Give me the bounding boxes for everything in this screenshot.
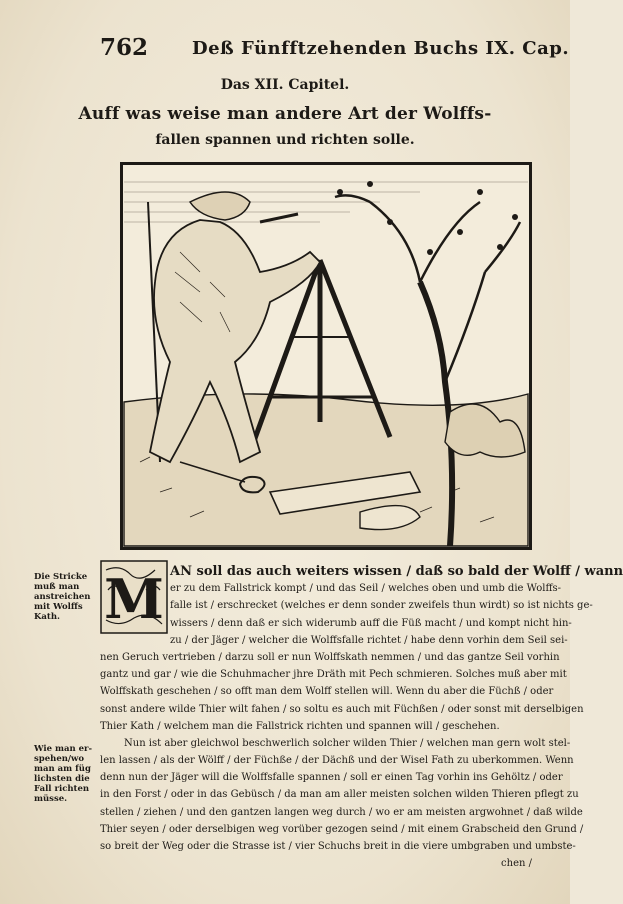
margin-note-line: Kath.	[34, 612, 60, 622]
running-title: Deß Fünfftzehenden Buchs IX. Cap.	[192, 38, 570, 59]
text-line: len lassen / als der Wölff / der Füchße / der Dächß und der Wisel Fath zu uberkommen. Wenn	[100, 755, 574, 767]
text-line: sonst andere wilde Thier wilt fahen / so soltu es auch mit Füchßen / oder sonst mit derselbigen	[100, 703, 584, 715]
drop-cap-letter: M	[104, 567, 164, 631]
margin-note-line: müsse.	[34, 794, 68, 804]
text-line: in den Forst / oder in das Gebüsch / da man am aller meisten solchen wilden Thieren pflegt zu	[100, 789, 579, 801]
page-header	[100, 34, 570, 64]
text-line: zu / der Jäger / welcher die Wolffsfalle richtet / habe denn vorhin dem Seil sei-	[170, 634, 568, 646]
text-line: chen /	[501, 858, 532, 870]
text-line: gantz und gar / wie die Schuhmacher jhre Dräth mit Pech schmieren. Solches muß aber mit	[100, 669, 567, 681]
text-line: Wolffskath geschehen / so offt man dem Wolff stellen will. Wenn du aber die Füchß / oder	[100, 686, 554, 698]
text-line: er zu dem Fallstrick kompt / und das Seil / welches oben und umb die Wolffs-	[170, 583, 562, 595]
margin-note-line: Wie man er-	[34, 744, 93, 754]
text-line: falle ist / erschrecket (welches er denn sonder zweifels thun wirdt) so ist nichts ge-	[170, 600, 593, 612]
text-line: so breit der Weg oder die Strasse ist / vier Schuchs breit in die viere umbgraben und umbste-	[100, 841, 576, 852]
text-line: wissers / denn daß er sich widerumb auff die Füß macht / und kompt nicht hin-	[170, 617, 572, 629]
text-line: Thier seyen / oder derselbigen weg vorüber gezogen seind / mit einem Grabscheid den Grund /	[100, 823, 584, 835]
text-line: Nun ist aber gleichwol beschwerlich solcher wilden Thier / welchen man gern wolt stel-	[124, 737, 571, 749]
margin-note-line: mit Wolffs	[34, 602, 83, 612]
text-line: nen Geruch vertrieben / darzu soll er nun Wolffskath nemmen / und das gantze Seil vorhin	[100, 651, 560, 663]
woodcut-illustration	[120, 162, 532, 550]
chapter-title-line-1: Auff was weise man andere Art der Wolffs-	[78, 104, 492, 124]
text-line: AN soll das auch weiters wissen / daß so bald der Wolff / wann	[170, 564, 623, 579]
margin-note-line: muß man	[34, 582, 80, 592]
margin-note-line: Die Stricke	[34, 572, 88, 582]
text-line: Thier Kath / welchem man die Fallstrick richten und spannen will / geschehen.	[100, 720, 500, 732]
margin-note-line: man am füg	[34, 764, 91, 774]
margin-note-2	[34, 744, 92, 804]
chapter-title-line-2: fallen spannen und richten solle.	[155, 132, 415, 148]
margin-note-1	[34, 572, 90, 622]
chapter-heading: Das XII. Capitel.	[220, 77, 350, 93]
text-line: stellen / ziehen / und den gantzen langen weg durch / wo er am meisten argwohnet / daß wilde	[100, 806, 583, 818]
margin-note-line: anstreichen	[34, 592, 91, 602]
margin-note-line: lichsten die	[34, 774, 90, 784]
text-line: denn nun der Jäger will die Wolffsfalle spannen / soll er einen Tag vorhin ins Gehöltz / oder	[100, 772, 563, 784]
body-text	[100, 563, 623, 872]
page-number: 762	[100, 34, 149, 61]
margin-note-line: spehen/wo	[34, 754, 84, 764]
margin-note-line: Fall richten	[34, 784, 90, 794]
